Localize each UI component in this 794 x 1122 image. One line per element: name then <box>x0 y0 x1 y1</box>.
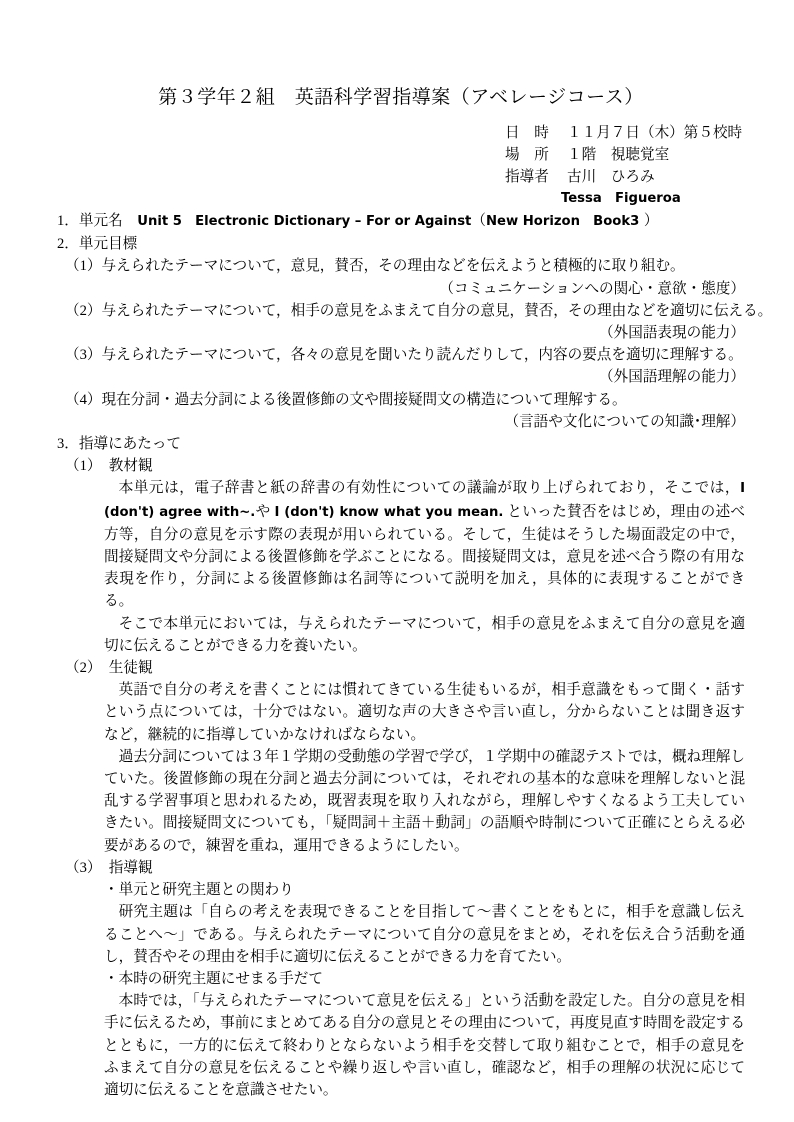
unit-name-heading: 1．単元名 <box>57 213 138 229</box>
unit-book-paren-close: ） <box>643 213 659 229</box>
meta-place-value: １階 視聴覚室 <box>567 147 670 163</box>
meta-place-label: 場 所 <box>505 147 549 163</box>
material-p1-en1: I (don't) agree with~. <box>104 481 745 520</box>
meta-datetime <box>505 122 745 144</box>
goals-heading: 2．単元目標 <box>57 236 138 253</box>
teaching-bullet-1: ・単元と研究主題との関わり <box>104 882 294 899</box>
unit-name-line <box>57 210 745 233</box>
material-p1-jp1: 本単元は，電子辞書と紙の辞書の有効性についての議論が取り上げられており，そこでは， <box>118 480 741 497</box>
meta-place <box>505 144 745 166</box>
goal-ability-3: （外国語理解の能力） <box>599 369 745 386</box>
material-paragraph-1 <box>104 477 745 612</box>
goal-item-3: （3）与えられたテーマについて，各々の意見を聞いたり読んだりして，内容の要点を適切に理解する。 <box>65 347 743 364</box>
meta-instructor-label: 指導者 <box>505 169 549 185</box>
teaching-paragraph-2: 本時では，「与えられたテーマについて意見を伝える」という活動を設定した。自分の意見を相手に伝えるため，事前にまとめてある自分の意見とその理由について，再度見直す時間を設定するとともに，一方的に伝えて終わりとならないよう相手を交替して取り組むことで，相手の意見をふまえて自分の意見を伝えることや繰り返しや言い直し，確認など，相手の理解の状況に応じて適切に伝えることを意識させたい。 <box>104 993 745 1098</box>
page-title: 第３学年２組 英語科学習指導案（アベレージコース） <box>158 87 644 108</box>
meta-instructor <box>505 166 745 188</box>
material-p1-jp2: や <box>255 503 275 520</box>
material-paragraph-2: そこで本単元においては，与えられたテーマについて，相手の意見をふまえて自分の意見を適切に伝えることができる力を養いたい。 <box>104 615 745 654</box>
meta-datetime-value: １１月７日（木）第５校時 <box>567 125 743 141</box>
goal-item-2: （2）与えられたテーマについて，相手の意見をふまえて自分の意見，賛否，その理由などを適切に伝える。 <box>65 302 773 319</box>
unit-title-english: Unit 5 Electronic Dictionary – For or Against <box>137 214 472 229</box>
meta-datetime-label: 日 時 <box>505 125 549 141</box>
goal-ability-2: （外国語表現の能力） <box>599 325 745 342</box>
teaching-view-heading: （3） 指導観 <box>65 859 153 876</box>
meta-instructor-value: 古川 ひろみ <box>567 169 655 185</box>
material-p1-en2: I (don't) know what you mean. <box>274 504 504 520</box>
material-p1-jp3: といった賛否をはじめ，理由の述べ方等，自分の意見を示す際の表現が用いられている。そして，生徒はそうした場面設定の中で，間接疑問文や分詞による後置修飾を学ぶことになる。間接疑問文は，意見を述べ合う際の有用な表現を作り，分詞による後置修飾は名詞等について説明を加え，具体的に表現することができる。 <box>104 503 745 610</box>
students-view-heading: （2） 生徒観 <box>65 660 153 677</box>
goal-item-4: （4）現在分詞・過去分詞による後置修飾の文や間接疑問文の構造について理解する。 <box>65 391 627 408</box>
meta-block <box>505 122 745 210</box>
guidance-heading: 3．指導にあたって <box>57 436 182 453</box>
teaching-bullet-2: ・本時の研究主題にせまる手だて <box>104 970 323 987</box>
goal-item-1: （1）与えられたテーマについて，意見，賛否，その理由などを伝えようと積極的に取り組む。 <box>65 258 685 275</box>
students-paragraph-1: 英語で自分の考えを書くことには慣れてきている生徒もいるが，相手意識をもって聞く・話すという点については，十分ではない。適切な声の大きさや言い直し，分からないことは聞き返すなど，継続的に指導していかなければならない。 <box>104 682 745 743</box>
teaching-paragraph-1: 研究主題は「自らの考えを表現できることを目指して～書くことをもとに，相手を意識し伝えることへ～」である。与えられたテーマについて自分の意見をまとめ，それを伝え合う活動を通し，賛否やその理由を相手に適切に伝えることができる力を育てたい。 <box>104 904 745 965</box>
students-paragraph-2: 過去分詞については３年１学期の受動態の学習で学び，１学期中の確認テストでは，概ね理解していた。後置修飾の現在分詞と過去分詞については，それぞれの基本的な意味を理解しないと混乱する学習事項と思われるため，既習表現を取り入れながら，理解しやすくなるよう工夫していきたい。間接疑問文についても，「疑問詞＋主語＋動詞」の語順や時制について正確にとらえる必要があるので，練習を重ね，運用できるようにしたい。 <box>104 748 745 854</box>
goal-ability-1: （コミュニケーションへの関心・意欲・態度） <box>439 280 745 297</box>
goal-ability-4: （言語や文化についての知識･理解） <box>504 413 745 430</box>
material-view-heading: （1） 教材観 <box>65 458 153 475</box>
meta-assistant-name: Tessa Figueroa <box>561 191 681 206</box>
unit-book-english: New Horizon Book3 <box>485 214 644 229</box>
unit-book-paren-open: （ <box>471 213 486 229</box>
